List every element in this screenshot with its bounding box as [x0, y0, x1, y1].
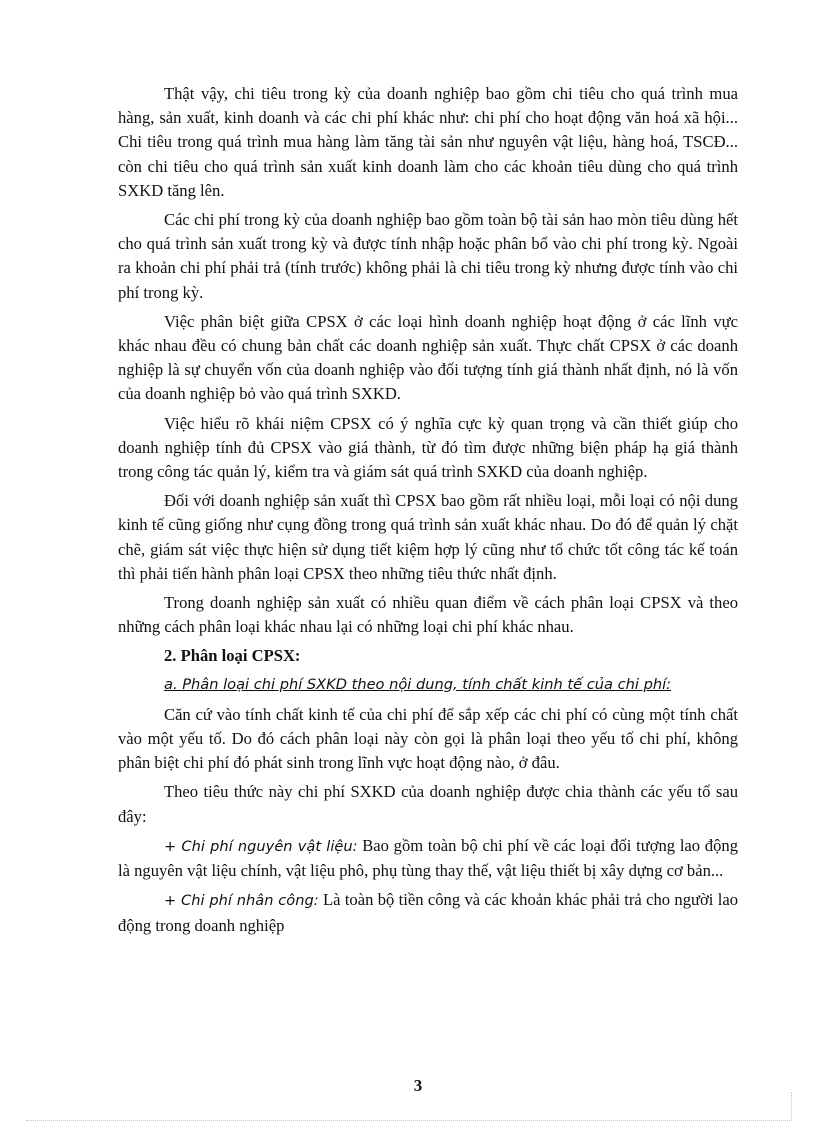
list-item	[118, 834, 738, 883]
paragraph: Việc hiểu rõ khái niệm CPSX có ý nghĩa cực kỳ quan trọng và cần thiết giúp cho doanh nghiệp tính đủ CPSX vào giá thành, từ đó tìm được những biện pháp hạ giá thành trong công tác quản lý, kiểm tra và giám sát quá trình SXKD của doanh nghiệp.	[118, 413, 738, 482]
paragraph: Theo tiêu thức này chi phí SXKD của doanh nghiệp được chia thành các yếu tố sau đây:	[118, 782, 738, 826]
list-item-term: + Chi phí nhân công:	[164, 892, 319, 910]
page-body	[118, 82, 738, 943]
page-border-right	[791, 1092, 792, 1120]
paragraph: Căn cứ vào tính chất kinh tế của chi phí để sắp xếp các chi phí có cùng một tính chất vào một yếu tố. Do đó cách phân loại này còn gọi là phân loại theo yếu tố chi phí, không phân biệt chi phí đó phát sinh trong lĩnh vực hoạt động nào, ở đâu.	[118, 704, 738, 773]
paragraph: Thật vậy, chi tiêu trong kỳ của doanh nghiệp bao gồm chi tiêu cho quá trình mua hàng, sản xuất, kinh doanh và các chi phí khác như: chi phí cho hoạt động văn hoá xã hội... Chi tiêu trong quá trình mua hàng làm tăng tài sản như nguyên vật liệu, hàng hoá, TSCĐ... còn chi tiêu cho quá trình sản xuất kinh doanh làm cho các khoản tiêu dùng cho quá trình SXKD tăng lên.	[118, 84, 738, 200]
list-item-text: Bao gồm toàn bộ chi phí về các loại đối tượng lao động là nguyên vật liệu chính, vật liệu phô, phụ tùng thay thế, vật liệu thiết bị xây dựng cơ bản...	[118, 835, 738, 881]
page-number: 3	[413, 1076, 423, 1095]
paragraph: Việc phân biệt giữa CPSX ở các loại hình doanh nghiệp hoạt động ở các lĩnh vực khác nhau đều có chung bản chất các doanh nghiệp sản xuất. Thực chất CPSX ở các doanh nghiệp là sự chuyển vốn của doanh nghiệp vào đối tượng tính giá thành nhất định, nó là vốn của doanh nghiệp bỏ vào quá trình SXKD.	[118, 311, 738, 404]
paragraph: Trong doanh nghiệp sản xuất có nhiều quan điểm về cách phân loại CPSX và theo những cách phân loại khác nhau lại có những loại chi phí khác nhau.	[118, 593, 738, 637]
list-item-term: + Chi phí nguyên vật liệu:	[164, 837, 358, 855]
list-item	[118, 888, 738, 937]
list-item-text: Là toàn bộ tiền công và các khoản khác phải trả cho người lao động trong doanh nghiệp	[118, 890, 738, 935]
page-border-bottom	[26, 1120, 792, 1121]
section-heading: 2. Phân loại CPSX:	[164, 646, 301, 666]
paragraph: Các chi phí trong kỳ của doanh nghiệp bao gồm toàn bộ tài sản hao mòn tiêu dùng hết cho quá trình sản xuất trong kỳ và được tính nhập hoặc phân bổ vào chi phí trong kỳ. Ngoài ra khoản chi phí phải trả (tính trước) không phải là chi tiêu trong kỳ nhưng được tính vào chi phí trong kỳ.	[118, 210, 738, 302]
subsection-heading: a. Phân loại chi phí SXKD theo nội dung, tính chất kinh tế của chi phí:	[164, 675, 672, 693]
paragraph: Đối với doanh nghiệp sản xuất thì CPSX bao gồm rất nhiều loại, mỗi loại có nội dung kinh tế cũng giống như cụng đồng trong quá trình sản xuất khác nhau. Do đó để quản lý chặt chẽ, giám sát việc thực hiện sử dụng tiết kiệm hợp lý cũng như tổ chức tốt công tác kế toán thì phải tiến hành phân loại CPSX theo những tiêu thức nhất định.	[118, 491, 738, 583]
